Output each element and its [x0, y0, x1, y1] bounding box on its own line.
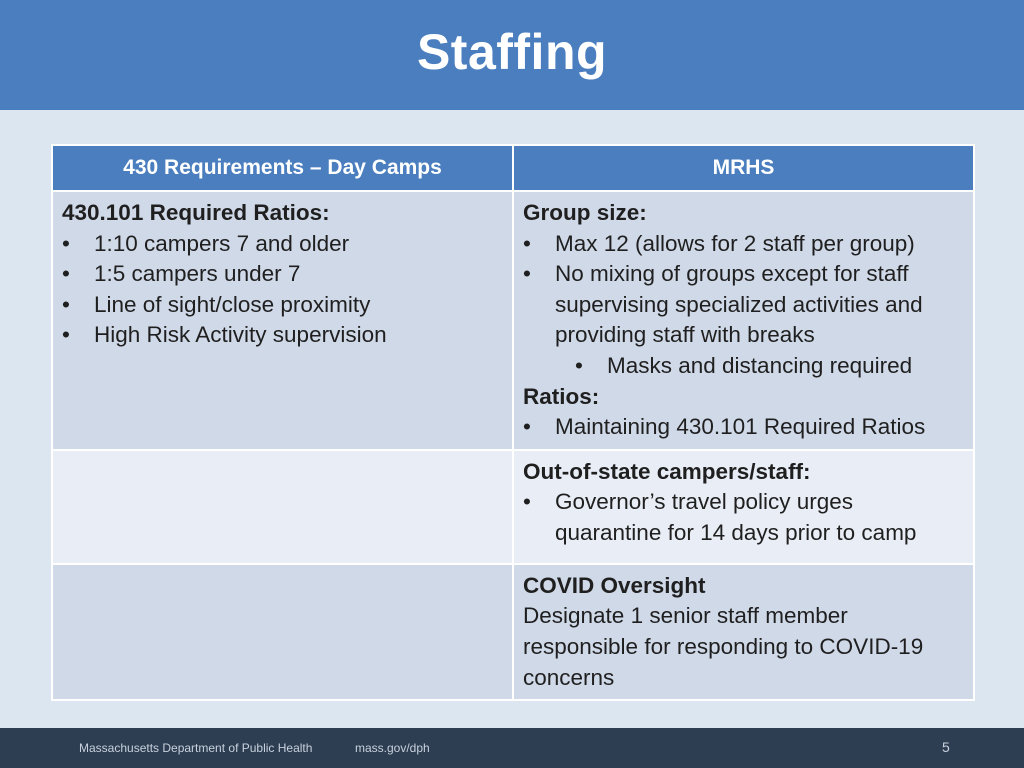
column-header-430: 430 Requirements – Day Camps	[52, 145, 513, 191]
slide-title: Staffing	[416, 24, 608, 80]
bullet-icon: •	[62, 261, 70, 287]
list-item: • No mixing of groups except for staff supervising specialized activities and providing staff with breaks	[523, 261, 923, 348]
group-size-heading: Group size:	[523, 200, 647, 225]
footer-url: mass.gov/dph	[355, 741, 430, 755]
list-item: • Maintaining 430.101 Required Ratios	[523, 412, 965, 443]
page-number: 5	[942, 739, 950, 755]
bullet-icon: •	[523, 489, 531, 515]
list-item: • Line of sight/close proximity	[62, 290, 504, 321]
required-ratios-heading: 430.101 Required Ratios:	[62, 200, 330, 225]
table-row	[52, 564, 974, 700]
covid-oversight-heading: COVID Oversight	[523, 572, 706, 598]
table-header-row	[52, 145, 974, 191]
cell-group-size-mrhs	[513, 191, 974, 450]
bullet-icon: •	[523, 261, 531, 287]
empty-cell	[52, 564, 513, 700]
bullet-icon: •	[523, 230, 531, 256]
ratios-heading: Ratios:	[523, 383, 600, 409]
out-of-state-list	[523, 487, 965, 548]
empty-cell	[52, 450, 513, 564]
group-size-list	[523, 229, 965, 382]
column-header-mrhs: MRHS	[513, 145, 974, 191]
title-bar	[0, 0, 1024, 110]
required-ratios-list	[62, 229, 504, 351]
ratios-list	[523, 412, 965, 443]
bullet-icon: •	[575, 352, 583, 378]
cell-covid-oversight	[513, 564, 974, 700]
list-item: • 1:5 campers under 7	[62, 259, 504, 290]
bullet-icon: •	[62, 322, 70, 348]
list-item: • Governor’s travel policy urges quarantine for 14 days prior to camp	[523, 489, 917, 545]
bullet-icon: •	[62, 291, 70, 317]
bullet-icon: •	[62, 230, 70, 256]
bullet-icon: •	[523, 414, 531, 440]
covid-oversight-text: Designate 1 senior staff member responsible for responding to COVID-19 concerns	[523, 603, 924, 690]
footer-organization: Massachusetts Department of Public Health	[79, 741, 313, 755]
table-row	[52, 450, 974, 564]
requirements-table	[51, 144, 975, 701]
list-item: • 1:10 campers 7 and older	[62, 229, 504, 260]
cell-out-of-state	[513, 450, 974, 564]
footer-bar	[0, 728, 1024, 768]
out-of-state-heading: Out-of-state campers/staff:	[523, 458, 811, 484]
cell-ratios-430	[52, 191, 513, 450]
sub-list-item: • Masks and distancing required	[523, 351, 965, 382]
table-row	[52, 191, 974, 450]
list-item: • Max 12 (allows for 2 staff per group)	[523, 229, 965, 260]
list-item: • High Risk Activity supervision	[62, 320, 504, 351]
